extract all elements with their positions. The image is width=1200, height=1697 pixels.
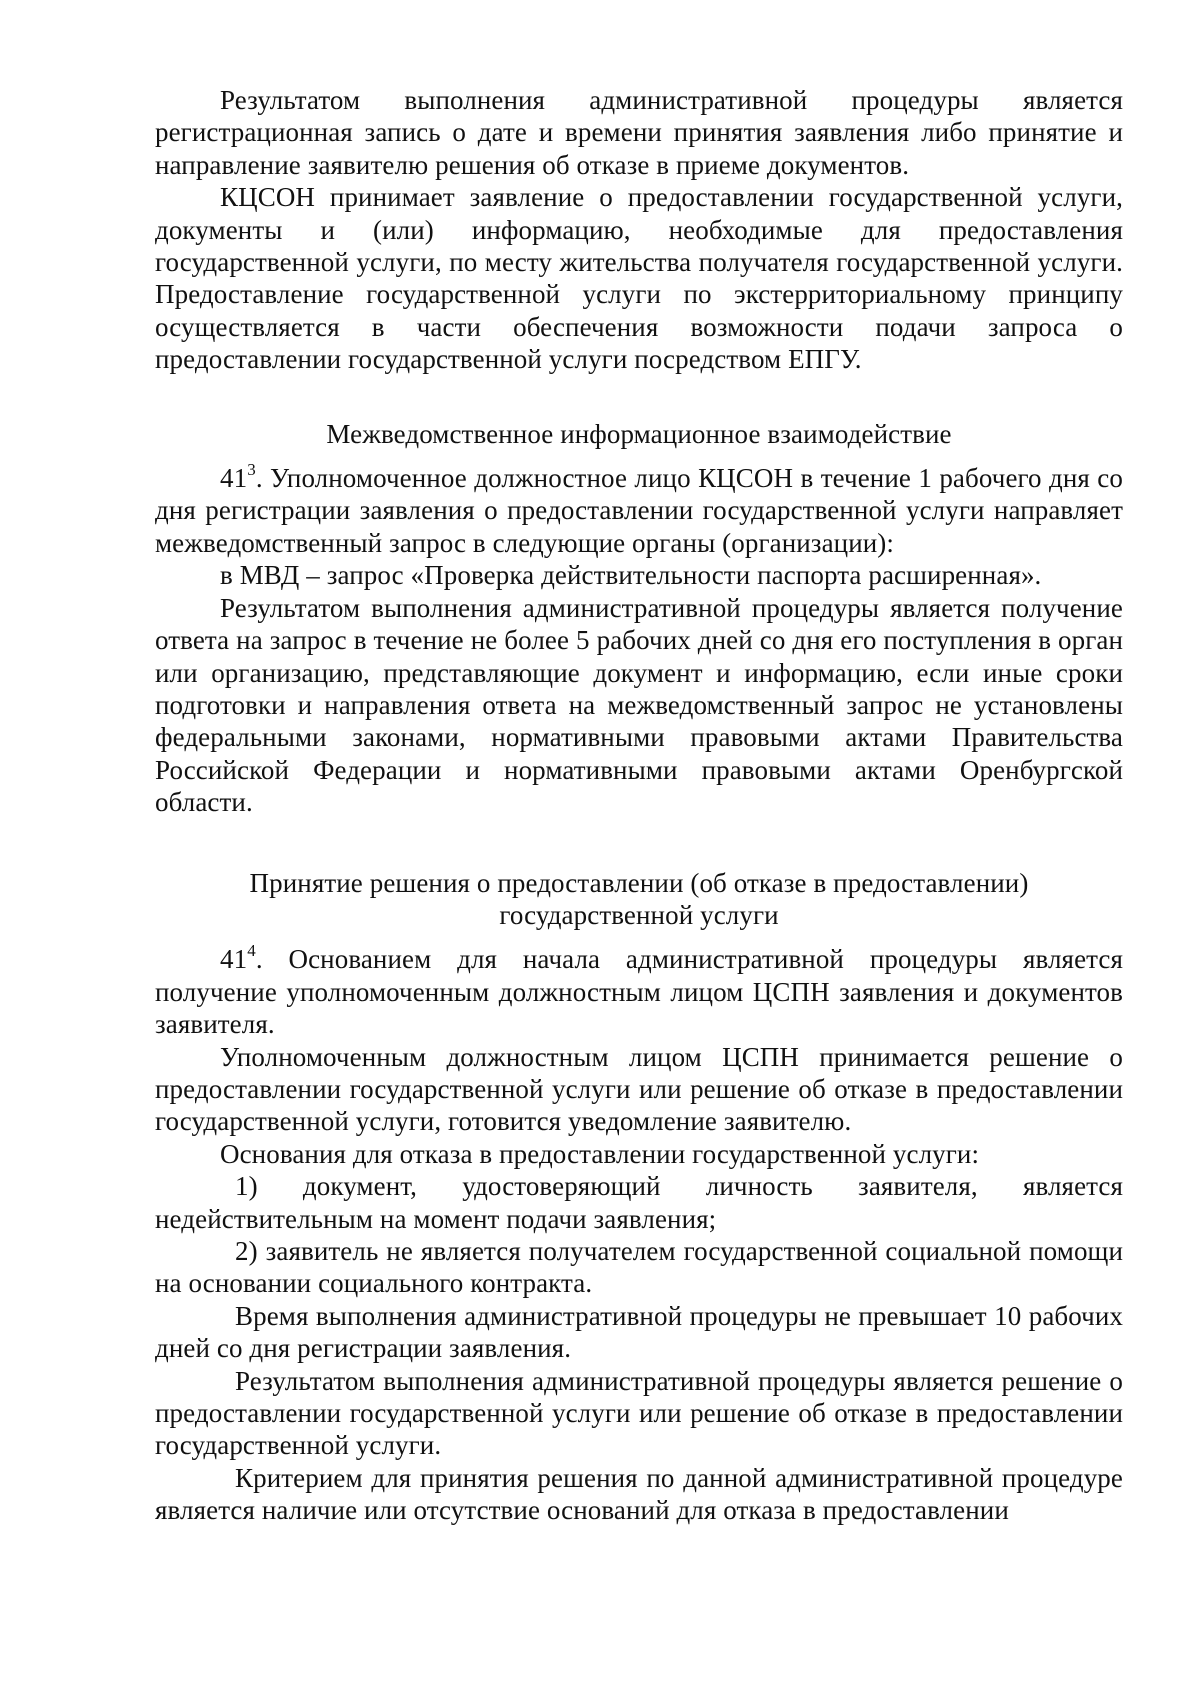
paragraph-result-response: Результатом выполнения административной процедуры является получение ответа на запрос в течение не более 5 рабочих дней со дня его поступления в орган или организацию, представляющие документ и информацию, если иные сроки подготовки и направления ответа на межведомственный запрос не установлены федеральными законами, нормативными правовыми актами Правительства Российской Федерации и нормативными правовыми актами Оренбургской области. <box>155 592 1123 818</box>
heading-line-1: Принятие решения о предоставлении (об отказе в предоставлении) <box>249 867 1029 898</box>
paragraph-41-3 <box>155 462 1123 559</box>
paragraph-result-decision: Результатом выполнения административной процедуры является решение о предоставлении государственной услуги или решение об отказе в предоставлении государственной услуги. <box>155 1365 1123 1461</box>
paragraph-execution-time: Время выполнения административной процедуры не превышает 10 рабочих дней со дня регистрации заявления. <box>155 1300 1123 1364</box>
list-item-ground-1: 1) документ, удостоверяющий личность заявителя, является недействительным на момент подачи заявления; <box>155 1171 1123 1234</box>
paragraph-mvd-request: в МВД – запрос «Проверка действительности паспорта расширенная». <box>220 560 1042 591</box>
document-body <box>155 84 1123 1527</box>
paragraph-kcson-accepts: КЦСОН принимает заявление о предоставлении государственной услуги, документы и (или) информацию, необходимые для предоставления государственной услуги, по месту жительства получателя государственной услуги. Предоставление государственной услуги по экстерриториальному принципу осуществляется в части обеспечения возможности подачи запроса о предоставлении государственной услуги посредством ЕПГУ. <box>155 182 1123 375</box>
paragraph-refusal-grounds: Основания для отказа в предоставлении государственной услуги: <box>220 1138 980 1169</box>
paragraph-41-4 <box>155 943 1123 1040</box>
clause-text: . Уполномоченное должностное лицо КЦСОН в течение 1 рабочего дня со дня регистрации заявления о предоставлении государственной услуги направляет межведомственный запрос в следующие органы (организации): <box>155 463 1123 558</box>
clause-text: . Основанием для начала административной процедуры является получение уполномоченным должностным лицом ЦСПН заявления и документов заявителя. <box>155 944 1123 1040</box>
clause-superscript: 3 <box>247 460 256 480</box>
clause-superscript: 4 <box>247 941 256 961</box>
section-heading-decision <box>155 867 1123 932</box>
list-item-ground-2: 2) заявитель не является получателем государственной социальной помощи на основании социального контракта. <box>155 1236 1123 1299</box>
clause-number: 41 <box>220 944 248 975</box>
paragraph-criteria: Критерием для принятия решения по данной административной процедуре является наличие или отсутствие оснований для отказа в предоставлении <box>155 1462 1123 1526</box>
paragraph-decision: Уполномоченным должностным лицом ЦСПН принимается решение о предоставлении государственной услуги или решение об отказе в предоставлении государственной услуги, готовится уведомление заявителю. <box>155 1041 1123 1137</box>
clause-number: 41 <box>220 463 248 494</box>
section-heading-interagency: Межведомственное информационное взаимодействие <box>326 418 952 449</box>
heading-line-2: государственной услуги <box>499 899 779 930</box>
paragraph-result-registration: Результатом выполнения административной процедуры является регистрационная запись о дате и времени принятия заявления либо принятие и направление заявителю решения об отказе в приеме документов. <box>155 85 1123 180</box>
